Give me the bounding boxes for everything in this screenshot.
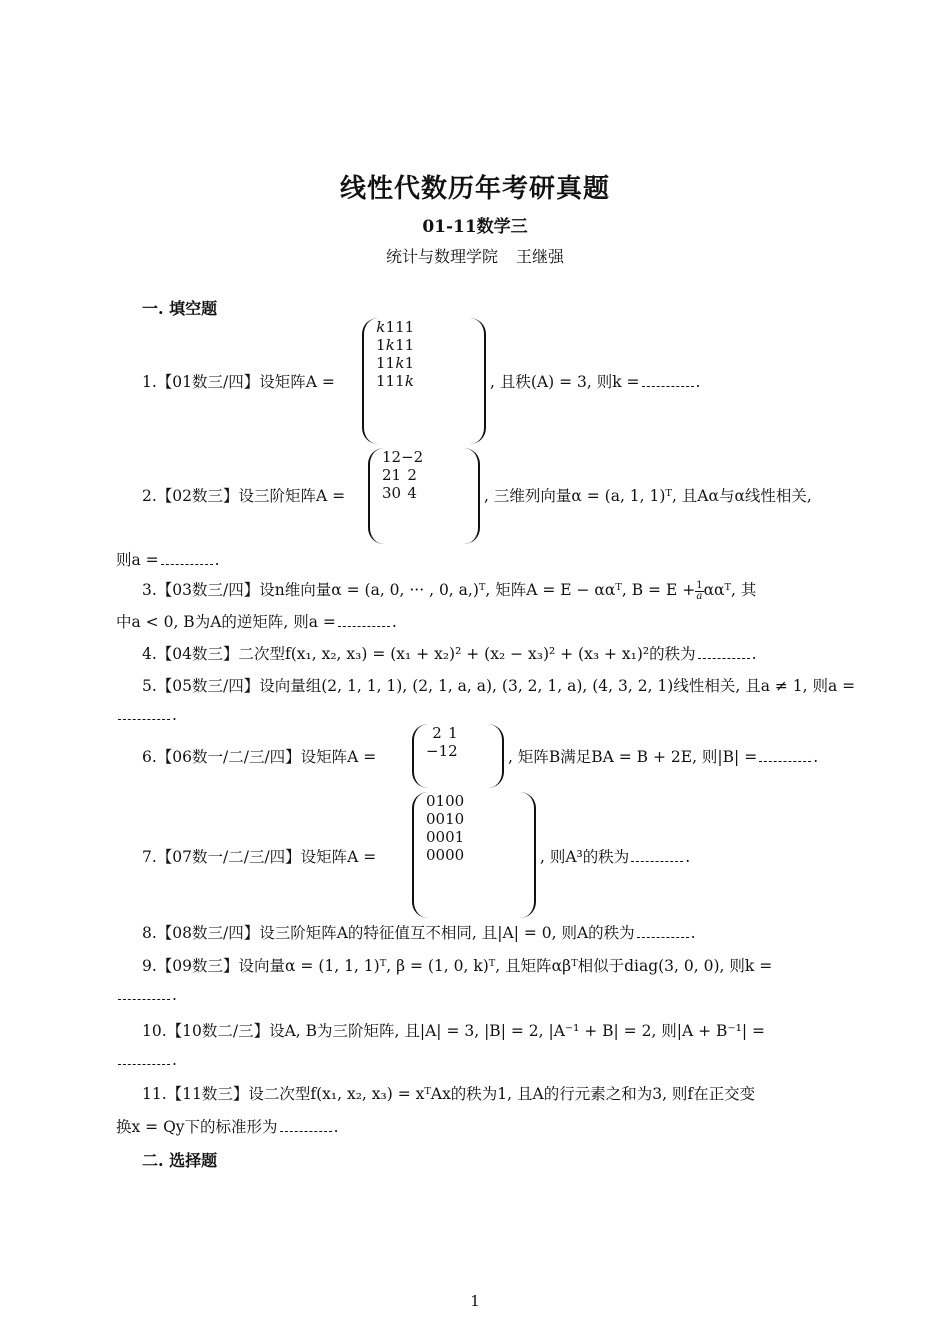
problem-7-prefix: 7.【07数一/二/三/四】设矩阵A = [142, 848, 377, 866]
matrix-cell: 1 [404, 336, 415, 354]
matrix-cell: 1 [454, 828, 465, 846]
author-name: 王继强 [516, 247, 565, 266]
author-line [0, 244, 950, 267]
problem-3-line1-text: 3.【03数三/四】设n维向量α = (a, 0, ··· , 0, a,)ᵀ, 矩阵A = E − ααᵀ, B = E + [142, 581, 696, 599]
problem-11-line2: 换x = Qy下的标准形为 . [116, 1118, 339, 1136]
problem-10-line2: . [116, 1051, 177, 1069]
matrix-cell: k [376, 318, 386, 336]
problem-3-line2-text: 中a < 0, B为A的逆矩阵, 则a = [116, 613, 336, 631]
matrix-cell: 2 [407, 466, 417, 484]
matrix-cell: 1 [404, 318, 415, 336]
problem-1-suffix: , 且秩(A) = 3, 则k = . [490, 373, 701, 391]
right-paren [520, 792, 536, 918]
problem-3-line1-end: ααᵀ, 其 [703, 581, 757, 599]
document-subtitle: 01-11数学三 [422, 217, 528, 237]
problem-11-line1: 11.【11数三】设二次型f(x₁, x₂, x₃) = xᵀAx的秩为1, 且A的行元素之和为3, 则f在正交变 [142, 1085, 756, 1103]
matrix-table [382, 448, 423, 502]
section-choice: 二. 选择题 [142, 1151, 218, 1170]
matrix-cell: 1 [448, 724, 458, 742]
institution: 统计与数理学院 [385, 247, 498, 266]
matrix-cell: 1 [435, 792, 446, 810]
problem-9-line2: . [116, 986, 177, 1004]
problem-3-line1 [142, 578, 756, 602]
answer-blank [642, 385, 694, 387]
page-number: 1 [470, 1292, 480, 1310]
problem-1-prefix: 1.【01数三/四】设矩阵A = [142, 373, 335, 391]
problem-11-line2-text: 换x = Qy下的标准形为 [116, 1118, 278, 1136]
matrix-cell: 0 [391, 484, 402, 502]
matrix-cell: 0 [435, 810, 446, 828]
answer-blank [338, 625, 390, 627]
matrix-cell: 0 [426, 792, 436, 810]
matrix-cell: 0 [426, 810, 436, 828]
answer-blank [118, 718, 170, 720]
problem-5: 5.【05数三/四】设向量组(2, 1, 1, 1), (2, 1, a, a), (3, 2, 1, a), (4, 3, 2, 1)线性相关, 且a ≠ 1, 则a = [142, 677, 856, 695]
matrix-cell: 1 [382, 448, 392, 466]
fraction [695, 581, 703, 602]
matrix-cell: 1 [385, 354, 396, 372]
problem-6-matrix [412, 724, 504, 788]
problem-4: 4.【04数三】二次型f(x₁, x₂, x₃) = (x₁ + x₂)² + (x₂ − x₃)² + (x₃ + x₁)²的秩为 . [142, 645, 757, 663]
matrix-table [376, 318, 414, 390]
matrix-cell: 1 [385, 372, 396, 390]
matrix-cell: 0 [445, 792, 455, 810]
problem-1-matrix [362, 318, 486, 444]
matrix-cell: k [395, 354, 405, 372]
problem-7-suffix: , 则A³的秩为 . [540, 848, 691, 866]
matrix-cell: −2 [401, 448, 424, 466]
answer-blank [759, 760, 811, 762]
problem-4-text: 4.【04数三】二次型f(x₁, x₂, x₃) = (x₁ + x₂)² + (x₂ − x₃)² + (x₃ + x₁)²的秩为 [142, 645, 696, 663]
matrix-cell: 0 [454, 846, 465, 864]
matrix-cell: 0 [445, 828, 455, 846]
problem-6-suffix: , 矩阵B满足BA = B + 2E, 则|B| = . [508, 748, 819, 766]
matrix-cell: 1 [395, 318, 405, 336]
problem-8-text: 8.【08数三/四】设三阶矩阵A的特征值互不相同, 且|A| = 0, 则A的秩为 [142, 924, 635, 942]
problem-8: 8.【08数三/四】设三阶矩阵A的特征值互不相同, 且|A| = 0, 则A的秩为 . [142, 924, 696, 942]
problem-2-line2-text: 则a = [116, 551, 159, 569]
matrix-cell: 0 [445, 846, 455, 864]
problem-3-line2: 中a < 0, B为A的逆矩阵, 则a = . [116, 613, 397, 631]
matrix-cell: 1 [404, 354, 415, 372]
problem-6-prefix: 6.【06数一/二/三/四】设矩阵A = [142, 748, 377, 766]
matrix-cell: −1 [426, 742, 449, 760]
right-paren [464, 448, 480, 544]
matrix-cell: 1 [376, 354, 386, 372]
section-fill-blank: 一. 填空题 [142, 299, 218, 318]
problem-2-line2: 则a = . [116, 551, 220, 569]
problem-7-matrix [412, 792, 536, 918]
matrix-cell: k [385, 336, 395, 354]
fraction-numerator: 1 [696, 579, 703, 591]
fraction-denominator: a [696, 590, 703, 602]
matrix-cell: 1 [376, 336, 386, 354]
problem-7-suffix-text: , 则A³的秩为 [540, 848, 630, 866]
matrix-cell: 0 [454, 810, 465, 828]
answer-blank [118, 1063, 170, 1065]
answer-blank [280, 1130, 332, 1132]
matrix-cell: 1 [395, 336, 405, 354]
problem-6-suffix-text: , 矩阵B满足BA = B + 2E, 则|B| = [508, 748, 758, 766]
matrix-cell: 0 [426, 828, 436, 846]
matrix-table [426, 792, 464, 864]
problem-9: 9.【09数三】设向量α = (1, 1, 1)ᵀ, β = (1, 0, k)ᵀ, 且矩阵αβᵀ相似于diag(3, 0, 0), 则k = [142, 957, 773, 975]
problem-2-prefix: 2.【02数三】设三阶矩阵A = [142, 487, 346, 505]
matrix-cell: k [404, 372, 414, 390]
problem-2-suffix: , 三维列向量α = (a, 1, 1)ᵀ, 且Aα与α线性相关, [484, 487, 812, 505]
matrix-cell: 2 [382, 466, 392, 484]
matrix-cell: 0 [426, 846, 436, 864]
matrix-cell: 0 [435, 828, 446, 846]
answer-blank [161, 563, 213, 565]
document-title: 线性代数历年考研真题 [339, 174, 610, 204]
matrix-cell: 4 [407, 484, 417, 502]
answer-blank [631, 860, 683, 862]
matrix-cell: 2 [432, 724, 442, 742]
matrix-cell: 1 [395, 372, 405, 390]
matrix-cell: 2 [448, 742, 458, 760]
matrix-cell: 1 [376, 372, 386, 390]
problem-10: 10.【10数二/三】设A, B为三阶矩阵, 且|A| = 3, |B| = 2, |A⁻¹ + B| = 2, 则|A + B⁻¹| = [142, 1022, 765, 1040]
matrix-cell: 3 [382, 484, 392, 502]
matrix-cell: 1 [445, 810, 455, 828]
problem-5-line2: . [116, 706, 177, 724]
right-paren [470, 318, 486, 444]
answer-blank [698, 657, 750, 659]
matrix-cell: 1 [385, 318, 396, 336]
matrix-cell: 0 [454, 792, 465, 810]
matrix-cell: 2 [391, 448, 402, 466]
matrix-table [426, 724, 458, 760]
problem-1-suffix-text: , 且秩(A) = 3, 则k = [490, 373, 640, 391]
matrix-cell: 0 [435, 846, 446, 864]
matrix-cell: 1 [391, 466, 402, 484]
right-paren [488, 724, 504, 788]
problem-2-matrix [368, 448, 480, 544]
answer-blank [118, 998, 170, 1000]
answer-blank [637, 936, 689, 938]
